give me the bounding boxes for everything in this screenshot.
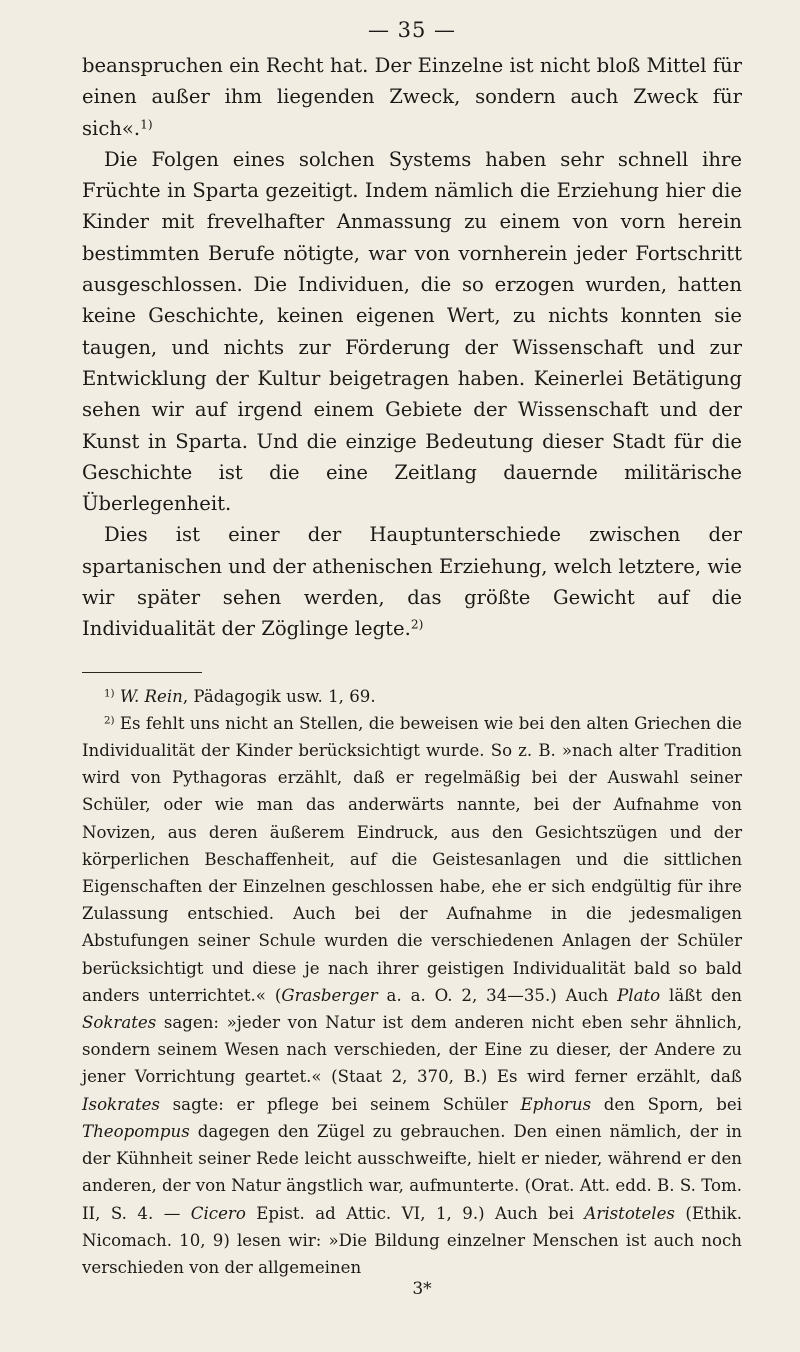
footnotes xyxy=(82,683,742,1281)
text-span: läßt den xyxy=(660,985,742,1005)
author-name: Theopompus xyxy=(82,1121,190,1141)
text-span: a. a. O. 2, 34—35.) Auch xyxy=(377,985,618,1005)
footnote-marker: 2) xyxy=(104,714,115,727)
text-span: Es fehlt uns nicht an Stellen, die beweisen wie bei den alten Griechen die Individualität der Kinder berücksichtigt wurde. So z. B. »nach alter Tradition wird von Pythagoras erzählt, daß er regelmäßig bei der Auswahl seiner Schüler, oder wie man das anderwärts nannte, bei der Aufnahme von Novizen, aus deren äußerem Eindruck, aus den Gesichtszügen und der körperlichen Beschaffenheit, auf die Geistesanlagen und die sittlichen Eigenschaften der Einzelnen geschlossen habe, ehe er sich endgültig für ihre Zulassung entschied. Auch bei der Aufnahme in die jedesmaligen Abstufungen seiner Schule wurden die verschiedenen Anlagen der Schüler berücksichtigt und diese je nach ihrer geistigen Individualität bald so bald anders unterrichtet.« ( xyxy=(82,713,742,1005)
text-span: , Pädagogik usw. 1, 69. xyxy=(182,686,376,706)
text-span: sagte: er pflege bei seinem Schüler xyxy=(159,1094,521,1114)
paragraph-3 xyxy=(82,519,742,644)
paragraph-1 xyxy=(82,50,742,144)
signature-mark: 3* xyxy=(412,1279,432,1300)
footnote-ref-2: 2) xyxy=(410,617,424,632)
page-number: — 35 — xyxy=(367,18,457,42)
text-span: dagegen den Zügel zu gebrauchen. Den einen nämlich, der in der Kühnheit seiner Rede leicht ausschweifte, hielt er nieder, während er den anderen, der von Natur ängstlich war, aufmunterte. (Orat. Att. edd. B. S. Tom. II, S. 4. — xyxy=(82,1121,742,1223)
author-name: Cicero xyxy=(190,1203,246,1223)
author-name: Aristoteles xyxy=(584,1203,675,1223)
author-name: Ephorus xyxy=(520,1094,592,1114)
text-span: den Sporn, bei xyxy=(591,1094,743,1114)
footnote-divider xyxy=(82,672,202,673)
text-span: Dies ist einer der Hauptunterschiede zwischen der spartanischen und der athenischen Erziehung, welch letztere, wie wir später sehen werden, das größte Gewicht auf die Individualität der Zöglinge legte. xyxy=(82,523,742,641)
main-text xyxy=(82,50,742,645)
paragraph-2 xyxy=(82,144,742,520)
text-span: Epist. ad Attic. VI, 1, 9.) Auch bei xyxy=(245,1203,585,1223)
footnote-marker: 1) xyxy=(104,686,115,699)
text-span: beanspruchen ein Recht hat. Der Einzelne ist nicht bloß Mittel für einen außer ihm liegenden Zweck, sondern auch Zweck für sich«. xyxy=(82,54,742,140)
text-span: Die Folgen eines solchen Systems haben sehr schnell ihre Früchte in Sparta gezeitigt. Indem nämlich die Erziehung hier die Kinder mit frevelhafter Anmassung zu einem von vorn herein bestimmten Berufe nötigte, war von vornherein jeder Fortschritt ausgeschlossen. Die Individuen, die so erzogen wurden, hatten keine Geschichte, keinen eigenen Wert, zu nichts konnten sie taugen, und nichts zur Förderung der Wissenschaft und zur Entwicklung der Kultur beigetragen haben. Keinerlei Betätigung sehen wir auf irgend einem Gebiete der Wissenschaft und der Kunst in Sparta. Und die einzige Bedeutung dieser Stadt für die Geschichte ist die eine Zeitlang dauernde militärische Überlegenheit. xyxy=(82,147,742,516)
author-name: Grasberger xyxy=(281,985,378,1005)
text-span: sagen: »jeder von Natur ist dem anderen nicht eben sehr ähnlich, sondern seinem Wesen nach verschieden, der Eine zu dieser, der Andere zu jener Vorrichtung geartet.« (Staat 2, 370, B.) Es wird ferner erzählt, daß xyxy=(82,1013,742,1087)
author-name: W. Rein xyxy=(119,686,183,706)
author-name: Plato xyxy=(617,985,661,1005)
author-name: Isokrates xyxy=(82,1094,160,1114)
author-name: Sokrates xyxy=(82,1013,157,1033)
book-page xyxy=(82,10,742,1299)
footnote-ref-1: 1) xyxy=(140,116,153,131)
footnote-1 xyxy=(82,683,742,710)
text-span: (Ethik. Nicomach. 10, 9) lesen wir: »Die Bildung einzelner Menschen ist auch noch verschieden von der allgemeinen xyxy=(82,1203,742,1277)
footnote-2 xyxy=(82,710,742,1281)
